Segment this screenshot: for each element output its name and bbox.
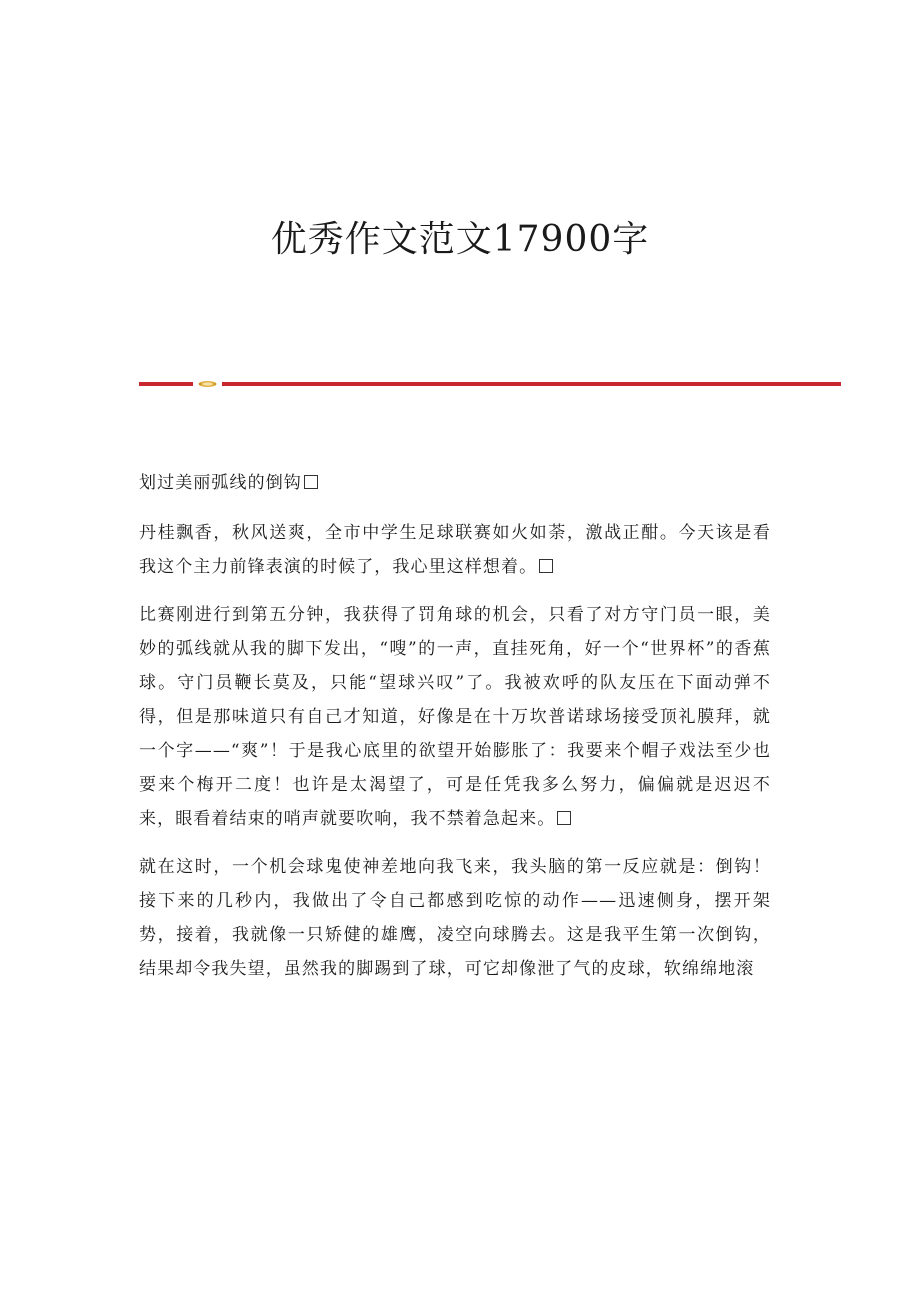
box-glyph-icon xyxy=(304,475,318,489)
paragraph-text: 比赛刚进行到第五分钟，我获得了罚角球的机会，只看了对方守门员一眼，美妙的弧线就从我的脚下发出，“嗖”的一声，直挂死角，好一个“世界杯”的香蕉球。守门员鞭长莫及，只能“望球兴叹”了。我被欢呼的队友压在下面动弹不得，但是那味道只有自己才知道，好像是在十万坎普诺球场接受顶礼膜拜，就一个字——“爽”！于是我心底里的欲望开始膨胀了：我要来个帽子戏法至少也要来个梅开二度！也许是太渴望了，可是任凭我多么努力，偏偏就是迟迟不来，眼看着结束的哨声就要吹响，我不禁着急起来。 xyxy=(139,605,771,829)
subtitle-text: 划过美丽弧线的倒钩 xyxy=(139,473,302,493)
ornament-icon xyxy=(197,380,218,388)
paragraph-text: 丹桂飘香，秋风送爽，全市中学生足球联赛如火如荼，激战正酣。今天该是看我这个主力前锋表演的时候了，我心里这样想着。 xyxy=(139,523,771,577)
document-title: 优秀作文范文17900字 xyxy=(270,219,650,260)
paragraph xyxy=(139,598,771,836)
paragraph xyxy=(139,516,771,584)
paragraph-text: 就在这时，一个机会球鬼使神差地向我飞来，我头脑的第一反应就是：倒钩！接下来的几秒内，我做出了令自己都感到吃惊的动作——迅速侧身，摆开架势，接着，我就像一只矫健的雄鹰，凌空向球腾去。这是我平生第一次倒钩，结果却令我失望，虽然我的脚踢到了球，可它却像泄了气的皮球，软绵绵地滚 xyxy=(139,857,771,979)
title-divider xyxy=(139,380,841,388)
divider-bar-left xyxy=(139,382,193,386)
document-body xyxy=(139,466,771,1000)
paragraph xyxy=(139,850,771,986)
divider-bar-right xyxy=(222,382,841,386)
box-glyph-icon xyxy=(539,559,553,573)
box-glyph-icon xyxy=(557,811,571,825)
essay-subtitle xyxy=(139,466,771,500)
